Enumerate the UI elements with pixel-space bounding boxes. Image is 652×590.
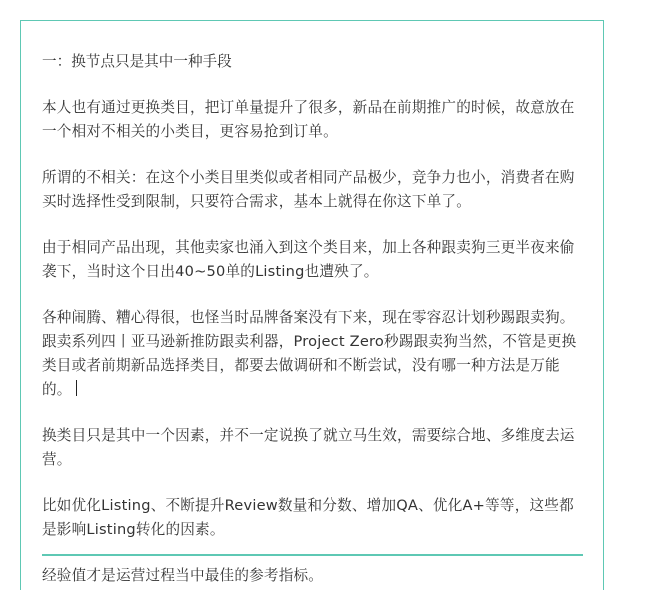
paragraph-7: 经验值才是运营过程当中最佳的参考指标。: [42, 567, 324, 584]
paragraph-1: 本人也有通过更换类目，把订单量提升了很多，新品在前期推广的时候，故意放在一个相对不相关的小类目，更容易抢到订单。: [42, 99, 575, 140]
article-body: [42, 50, 582, 588]
bottom-divider: [42, 554, 583, 556]
paragraph-3: 由于相同产品出现，其他卖家也涌入到这个类目来，加上各种跟卖狗三更半夜来偷袭下，当时这个日出40~50单的Listing也遭殃了。: [42, 239, 575, 280]
paragraph-4-text: 各种闹腾、糟心得很，也怪当时品牌备案没有下来，现在零容忍计划秒踢跟卖狗。跟卖系列四丨亚马逊新推防跟卖利器，Project Zero秒踢跟卖狗当然，不管是更换类目或者前期新品选择类目，都要去做调研和不断尝试，没有哪一种方法是万能的。: [42, 309, 577, 398]
paragraph-6: 比如优化Listing、不断提升Review数量和分数、增加QA、优化A+等等，这些都是影响Listing转化的因素。: [42, 497, 574, 538]
paragraph-5: 换类目只是其中一个因素，并不一定说换了就立马生效，需要综合地、多维度去运营。: [42, 427, 575, 468]
text-cursor: [76, 380, 77, 396]
paragraph-4[interactable]: [42, 306, 582, 402]
paragraph-2: 所谓的不相关：在这个小类目里类似或者相同产品极少，竞争力也小，消费者在购买时选择性受到限制，只要符合需求，基本上就得在你这下单了。: [42, 169, 575, 210]
section-heading: 一：换节点只是其中一种手段: [42, 53, 232, 70]
